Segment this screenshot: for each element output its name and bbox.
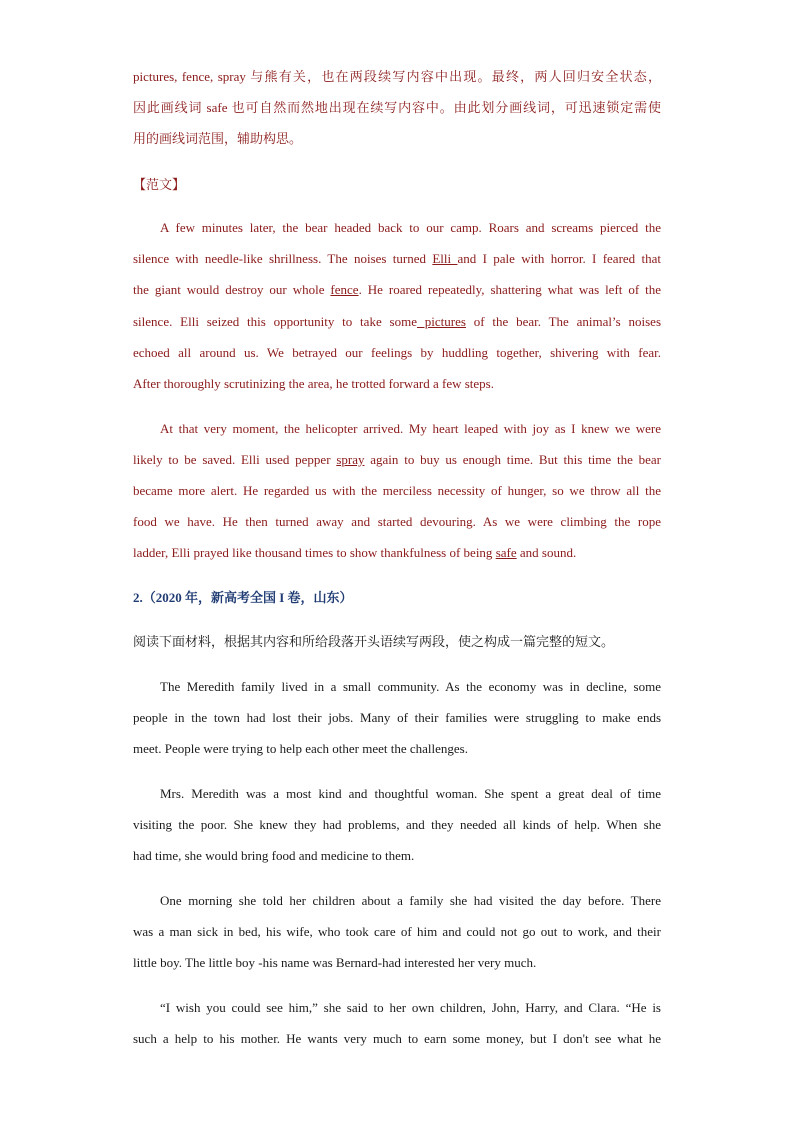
- essay-line: [133, 313, 661, 331]
- underlined-word: safe: [495, 545, 517, 560]
- text-span: and I pale with horror. I feared that: [457, 251, 662, 266]
- intro-line: pictures, fence, spray 与熊有关，也在两段续写内容中出现。最终，两人回归安全状态，: [133, 69, 661, 84]
- story-line: visiting the poor. She knew they had problems, and they needed all kinds of help. When she: [133, 817, 661, 832]
- story-line: meet. People were trying to help each other meet the challenges.: [133, 741, 468, 756]
- question-heading: 2.（2020 年，新高考全国 I 卷，山东）: [133, 590, 353, 605]
- essay-line: echoed all around us. We betrayed our feelings by huddling together, shivering with fear.: [133, 345, 661, 360]
- text-span: silence. Elli seized this opportunity to take some: [133, 314, 417, 329]
- underlined-word: spray: [336, 452, 365, 467]
- text-span: silence with needle-like shrillness. The noises turned: [133, 251, 433, 266]
- text-span: ladder, Elli prayed like thousand times to show thankfulness of being: [133, 545, 496, 560]
- essay-line: [133, 250, 661, 268]
- instruction-text: 阅读下面材料，根据其内容和所给段落开头语续写两段，使之构成一篇完整的短文。: [133, 634, 615, 649]
- story-line: Mrs. Meredith was a most kind and thoughtful woman. She spent a great deal of time: [160, 786, 661, 801]
- story-line: “I wish you could see him,” she said to her own children, John, Harry, and Clara. “He is: [160, 1000, 661, 1015]
- fanwen-label: 【范文】: [133, 177, 186, 192]
- essay-line: [133, 281, 661, 299]
- text-span: and sound.: [516, 545, 577, 560]
- story-line: had time, she would bring food and medicine to them.: [133, 848, 415, 863]
- story-line: One morning she told her children about a family she had visited the day before. There: [160, 893, 661, 908]
- essay-line: [133, 451, 661, 469]
- story-line: The Meredith family lived in a small community. As the economy was in decline, some: [160, 679, 661, 694]
- text-span: again to buy us enough time. But this time the bear: [364, 452, 661, 467]
- essay-line: At that very moment, the helicopter arrived. My heart leaped with joy as I knew we were: [160, 421, 661, 436]
- essay-line: After thoroughly scrutinizing the area, he trotted forward a few steps.: [133, 376, 494, 391]
- intro-line: 因此画线词 safe 也可自然而然地出现在续写内容中。由此划分画线词，可迅速锁定需使: [133, 100, 661, 115]
- text-span: . He roared repeatedly, shattering what was left of the: [358, 282, 661, 297]
- story-line: was a man sick in bed, his wife, who took care of him and could not go out to work, and their: [133, 924, 661, 939]
- text-span: the giant would destroy our whole: [133, 282, 331, 297]
- intro-line: 用的画线词范围，辅助构思。: [133, 131, 303, 146]
- underlined-word: pictures: [416, 314, 466, 329]
- essay-line: food we have. He then turned away and started devouring. As we were climbing the rope: [133, 514, 661, 529]
- story-line: little boy. The little boy -his name was Bernard-had interested her very much.: [133, 955, 537, 970]
- underlined-word: Elli: [432, 251, 458, 266]
- story-line: people in the town had lost their jobs. Many of their families were struggling to make ends: [133, 710, 661, 725]
- story-line: such a help to his mother. He wants very much to earn some money, but I don't see what he: [133, 1031, 661, 1046]
- essay-line: [133, 544, 661, 562]
- underlined-word: fence: [330, 282, 359, 297]
- essay-line: A few minutes later, the bear headed back to our camp. Roars and screams pierced the: [160, 220, 661, 235]
- text-span: of the bear. The animal’s noises: [465, 314, 662, 329]
- essay-line: became more alert. He regarded us with the merciless necessity of hunger, so we throw all the: [133, 483, 661, 498]
- text-span: likely to be saved. Elli used pepper: [133, 452, 337, 467]
